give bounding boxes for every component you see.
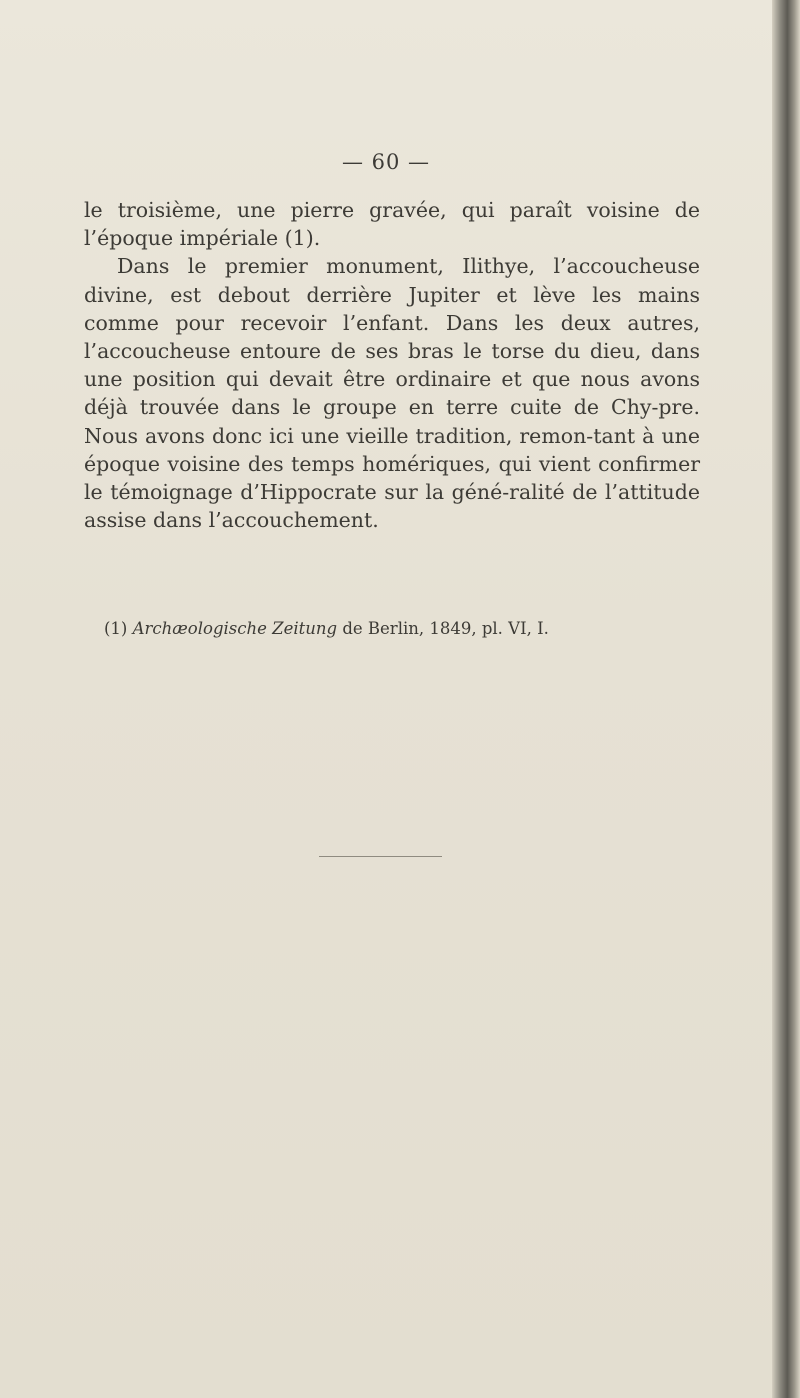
horizontal-rule — [319, 856, 442, 857]
paragraph-1: le troisième, une pierre gravée, qui paraît voisine de l’époque impériale (1). — [84, 198, 700, 251]
paragraph-2: Dans le premier monument, Ilithye, l’accoucheuse divine, est debout derrière Jupiter et lève les mains comme pour recevoir l’enfant. Dans les deux autres, l’accoucheuse entoure de ses bras le torse du dieu, dans une position qui devait être ordinaire et que nous avons déjà trouvée dans le groupe en terre cuite de Chy-pre. Nous avons donc ici une vieille tradition, remon-tant à une époque voisine des temps homériques, qui vient confirmer le témoignage d’Hippocrate sur la géné-ralité de l’attitude assise dans l’accouchement. — [84, 254, 700, 533]
book-edge-shadow — [772, 0, 800, 1398]
footnote-marker: (1) — [104, 619, 128, 638]
footnote — [104, 618, 704, 640]
body-text — [84, 196, 700, 534]
page-number: — 60 — — [341, 150, 431, 174]
footnote-rest: de Berlin, 1849, pl. VI, I. — [342, 619, 549, 638]
footnote-title: Archæologische Zeitung — [132, 619, 338, 638]
